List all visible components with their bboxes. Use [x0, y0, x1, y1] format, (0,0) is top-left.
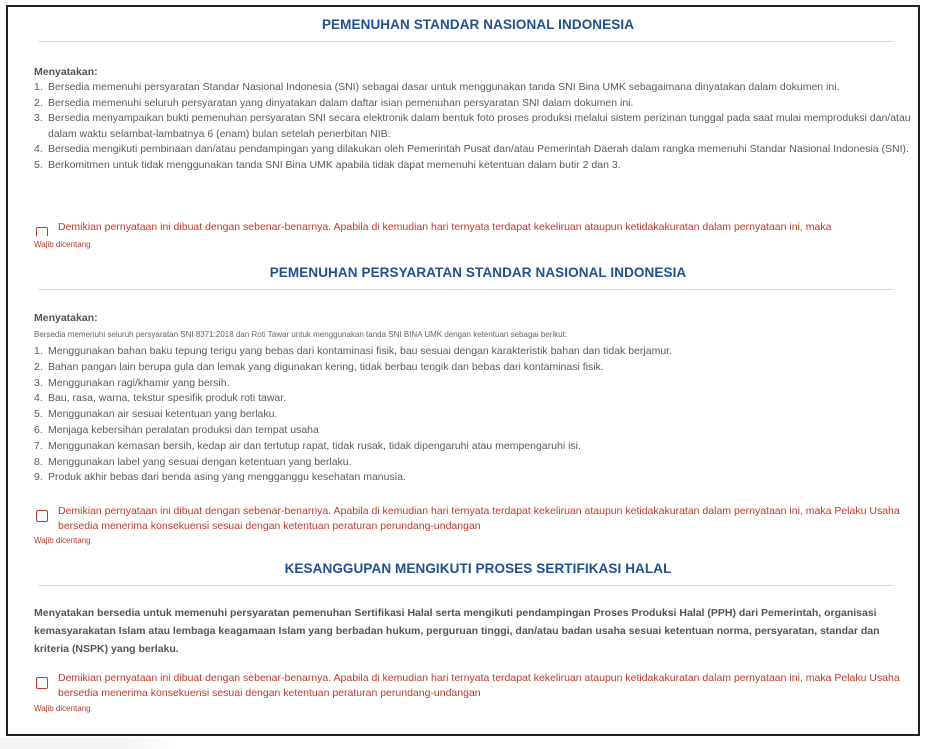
page-bottom-background [0, 738, 929, 749]
list-item: 3. Menggunakan ragi/khamir yang bersih. [34, 376, 230, 389]
list-item: 2. Bersedia memenuhi seluruh persyaratan yang dinyatakan dalam daftar isian pemenuhan persyaratan SNI dalam dokumen ini. [34, 96, 634, 109]
halal-statement: Menyatakan bersedia untuk memenuhi persyaratan pemenuhan Sertifikasi Halal serta mengikuti pendampingan Proses Produksi Halal (PPH) dari Pemerintah, organisasi kemasyarakatan Islam atau lembaga keagamaan Islam yang berbadan hukum, perguruan tinggi, dan/atau badan usaha sesuai ketentuan norma, persyaratan, standar dan kriteria (NSPK) yang berlaku. [34, 607, 880, 655]
required-label: Wajib dicentang [34, 704, 91, 713]
agreement-text: Demikian pernyataan ini dibuat dengan sebenar-benarnya. Apabila di kemudian hari ternyata terdapat kekeliruan ataupun ketidakakuratan dalam pernyataan ini, maka [58, 221, 832, 233]
required-label: Wajib dicentang [34, 536, 91, 545]
roti-tawar-requirements-list [34, 344, 914, 486]
agreement-text: Demikian pernyataan ini dibuat dengan sebenar-benarnya. Apabila di kemudian hari ternyata terdapat kekeliruan ataupun ketidakakuratan dalam pernyataan ini, maka Pelaku Usaha bersedia menerima konsekuensi sesuai dengan ketentuan peraturan perundang-undangan [58, 505, 900, 532]
declaration-panel [6, 5, 920, 736]
agreement-checkbox-halal[interactable] [36, 677, 48, 689]
requirements-intro: Bersedia memenuhi seluruh persyaratan SNI 8371:2018 dan Roti Tawar untuk menggunakan tanda SNI BINA UMK dengan ketentuan sebagai berikut: [34, 330, 568, 339]
list-item: 4. Bau, rasa, warna, tekstur spesifik produk roti tawar. [34, 392, 287, 405]
agreement-row-halal [36, 671, 911, 701]
sni-requirements-list [34, 80, 914, 173]
agreement-checkbox-sni-requirements[interactable] [36, 510, 48, 522]
agreement-row-sni [36, 220, 911, 236]
list-item: 2. Bahan pangan lain berupa gula dan lemak yang digunakan kering, tidak berbau tengik dan bebas dari kontaminasi fisik. [34, 360, 604, 373]
list-item: 4. Bersedia mengikuti pembinaan dan/atau pendampingan yang dilakukan oleh Pemerintah Pusat dan/atau Pemerintah Daerah dalam rangka memenuhi Standar Nasional Indonesia (SNI). [34, 143, 909, 155]
list-item: 5. Menggunakan air sesuai ketentuan yang berlaku. [34, 408, 278, 421]
list-item: 9. Produk akhir bebas dari benda asing yang mengganggu kesehatan manusia. [34, 471, 406, 484]
list-item: 6. Menjaga kebersihan peralatan produksi dan tempat usaha [34, 423, 319, 436]
statement-label: Menyatakan: [34, 66, 98, 78]
section-divider [38, 585, 893, 586]
statement-label: Menyatakan: [34, 312, 98, 324]
list-item: 1. Menggunakan bahan baku tepung terigu yang bebas dari kontaminasi fisik, bau sesuai dengan karakteristik bahan dan tidak berjamur. [34, 345, 672, 357]
agreement-text: Demikian pernyataan ini dibuat dengan sebenar-benarnya. Apabila di kemudian hari ternyata terdapat kekeliruan ataupun ketidakakuratan dalam pernyataan ini, maka Pelaku Usaha bersedia menerima konsekuensi sesuai dengan ketentuan peraturan perundang-undangan [58, 672, 900, 699]
section-title-sni-requirements: PEMENUHAN PERSYARATAN STANDAR NASIONAL INDONESIA [269, 265, 687, 280]
section-divider [38, 41, 893, 42]
list-item: 8. Menggunakan label yang sesuai dengan ketentuan yang berlaku. [34, 455, 352, 468]
agreement-checkbox-sni[interactable] [36, 227, 48, 236]
section-title-sni: PEMENUHAN STANDAR NASIONAL INDONESIA [321, 17, 635, 32]
list-item: 7. Menggunakan kemasan bersih, kedap air dan tertutup rapat, tidak rusak, tidak dipengaruhi atau mempengaruhi isi. [34, 439, 581, 452]
required-label: Wajib dicentang [34, 240, 91, 249]
section-title-halal: KESANGGUPAN MENGIKUTI PROSES SERTIFIKASI HALAL [284, 561, 672, 576]
agreement-row-sni-requirements [36, 504, 911, 534]
list-item: 3. Bersedia menyampaikan bukti pemenuhan persyaratan SNI secara elektronik dalam bentuk foto proses produksi melalui sistem perizinan tunggal pada saat mulai memproduksi dan/atau dalam waktu selambat-lambatnya 6 (enam) bulan setelah penerbitan NIB. [34, 112, 911, 140]
section-divider [38, 289, 893, 290]
list-item: 5. Berkomitmen untuk tidak menggunakan tanda SNI Bina UMK apabila tidak dapat memenuhi ketentuan dalam butir 2 dan 3. [34, 158, 621, 171]
list-item: 1. Bersedia memenuhi persyaratan Standar Nasional Indonesia (SNI) sebagai dasar untuk menggunakan tanda SNI Bina UMK sebagaimana dinyatakan dalam dokumen ini. [34, 81, 840, 93]
